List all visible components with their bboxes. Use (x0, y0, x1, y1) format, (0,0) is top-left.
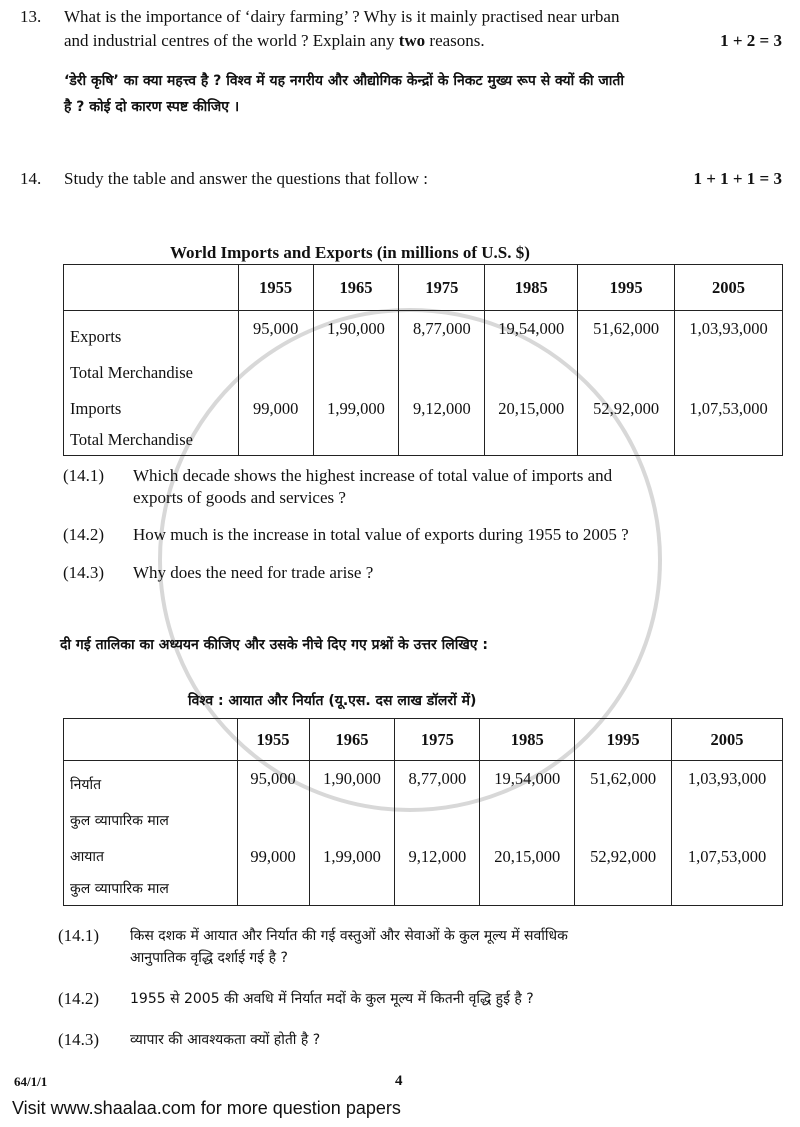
table-cell: 52,92,000 (578, 391, 675, 455)
table-cell: 1,90,000 (309, 761, 395, 840)
table-header-blank (64, 719, 238, 761)
table-header-year: 1965 (309, 719, 395, 761)
question-13-en-line2: and industrial centres of the world ? Explain any two reasons. (64, 31, 485, 50)
table-cell: 95,000 (238, 311, 313, 392)
table-cell: 52,92,000 (575, 839, 672, 905)
table-cell: 9,12,000 (395, 839, 480, 905)
table-header-year: 1975 (395, 719, 480, 761)
table-cell: 1,07,53,000 (672, 839, 783, 905)
page-number: 4 (395, 1073, 403, 1089)
subquestion-14-1-hi-line2: आनुपातिक वृद्धि दर्शाई गई है ? (130, 950, 288, 966)
table-row-exports (64, 311, 783, 392)
table-cell: 99,000 (238, 391, 313, 455)
table-en (63, 264, 783, 456)
subquestion-14-3-hi: (14.3) व्यापार की आवश्यकता क्यों होती है ? (58, 1030, 321, 1049)
table-cell: 51,62,000 (578, 311, 675, 392)
subquestion-14-1-en: (14.1) Which decade shows the highest increase of total value of imports and exports of goods and services ? (63, 465, 783, 509)
question-13-hi-line2: है ? कोई दो कारण स्पष्ट कीजिए । (64, 99, 240, 115)
row-label: निर्यात कुल व्यापारिक माल (64, 761, 238, 840)
table-header-blank (64, 265, 239, 311)
subquestion-14-3-en: (14.3) Why does the need for trade arise ? (63, 563, 374, 582)
table-row-imports (64, 391, 783, 455)
table-cell: 20,15,000 (485, 391, 578, 455)
question-13-hi (64, 70, 784, 118)
table-cell: 1,03,93,000 (672, 761, 783, 840)
row-label: आयात कुल व्यापारिक माल (64, 839, 238, 905)
table-cell: 1,03,93,000 (675, 311, 783, 392)
question-13-en-line1: What is the importance of ‘dairy farming’ ? Why is it mainly practised near urban (64, 7, 620, 26)
table-en-title: World Imports and Exports (in millions of U.S. $) (170, 243, 530, 262)
row-label: Exports Total Merchandise (64, 311, 239, 392)
subquestion-14-1-en-line2: exports of goods and services ? (133, 488, 346, 507)
table-row-imports-hi (64, 839, 783, 905)
table-cell: 51,62,000 (575, 761, 672, 840)
table-cell: 19,54,000 (485, 311, 578, 392)
table-header-year: 1955 (237, 719, 309, 761)
table-cell: 8,77,000 (399, 311, 485, 392)
table-hi (63, 718, 783, 906)
question-13-number: 13. (20, 7, 42, 26)
table-cell: 1,90,000 (313, 311, 399, 392)
question-14-instruction-hi: दी गई तालिका का अध्ययन कीजिए और उसके नीचे दिए गए प्रश्नों के उत्तर लिखिए : (60, 637, 489, 653)
table-cell: 19,54,000 (480, 761, 575, 840)
subquestion-14-2-en: (14.2) How much is the increase in total value of exports during 1955 to 2005 ? (63, 525, 629, 544)
table-header-year: 2005 (672, 719, 783, 761)
table-header-year: 1995 (578, 265, 675, 311)
paper-code: 64/1/1 (14, 1074, 48, 1089)
row-label: Imports Total Merchandise (64, 391, 239, 455)
table-cell: 95,000 (237, 761, 309, 840)
table-header-year: 1985 (480, 719, 575, 761)
table-cell: 1,99,000 (313, 391, 399, 455)
table-cell: 1,07,53,000 (675, 391, 783, 455)
table-cell: 20,15,000 (480, 839, 575, 905)
question-14-instruction: Study the table and answer the questions that follow : (64, 169, 429, 188)
table-header-year: 1985 (485, 265, 578, 311)
subquestion-14-1-hi: (14.1) किस दशक में आयात और निर्यात की गई वस्तुओं और सेवाओं के कुल मूल्य में सर्वाधिक आनुपातिक वृद्धि दर्शाई गई है ? (58, 925, 783, 969)
question-14-number: 14. (20, 169, 42, 188)
question-14-marks: 1 + 1 + 1 = 3 (693, 169, 782, 188)
table-row-exports-hi (64, 761, 783, 840)
shaalaa-link[interactable]: Visit www.shaalaa.com for more question papers (12, 1098, 401, 1118)
table-header-year: 1955 (238, 265, 313, 311)
table-hi-title: विश्व : आयात और निर्यात (यू.एस. दस लाख डॉलरों में) (188, 693, 477, 709)
table-header-year: 1995 (575, 719, 672, 761)
table-header-year: 1975 (399, 265, 485, 311)
table-header-year: 1965 (313, 265, 399, 311)
table-cell: 1,99,000 (309, 839, 395, 905)
question-13-marks: 1 + 2 = 3 (720, 31, 782, 50)
table-cell: 8,77,000 (395, 761, 480, 840)
table-cell: 99,000 (237, 839, 309, 905)
table-header-year: 2005 (675, 265, 783, 311)
question-13-hi-line1: ‘डेरी कृषि’ का क्या महत्त्व है ? विश्व में यह नगरीय और औद्योगिक केन्द्रों के निकट मुख्य रूप से क्यों की जाती (64, 73, 625, 89)
table-cell: 9,12,000 (399, 391, 485, 455)
subquestion-14-2-hi: (14.2) 1955 से 2005 की अवधि में निर्यात मदों के कुल मूल्य में कितनी वृद्धि हुई है ? (58, 989, 534, 1008)
